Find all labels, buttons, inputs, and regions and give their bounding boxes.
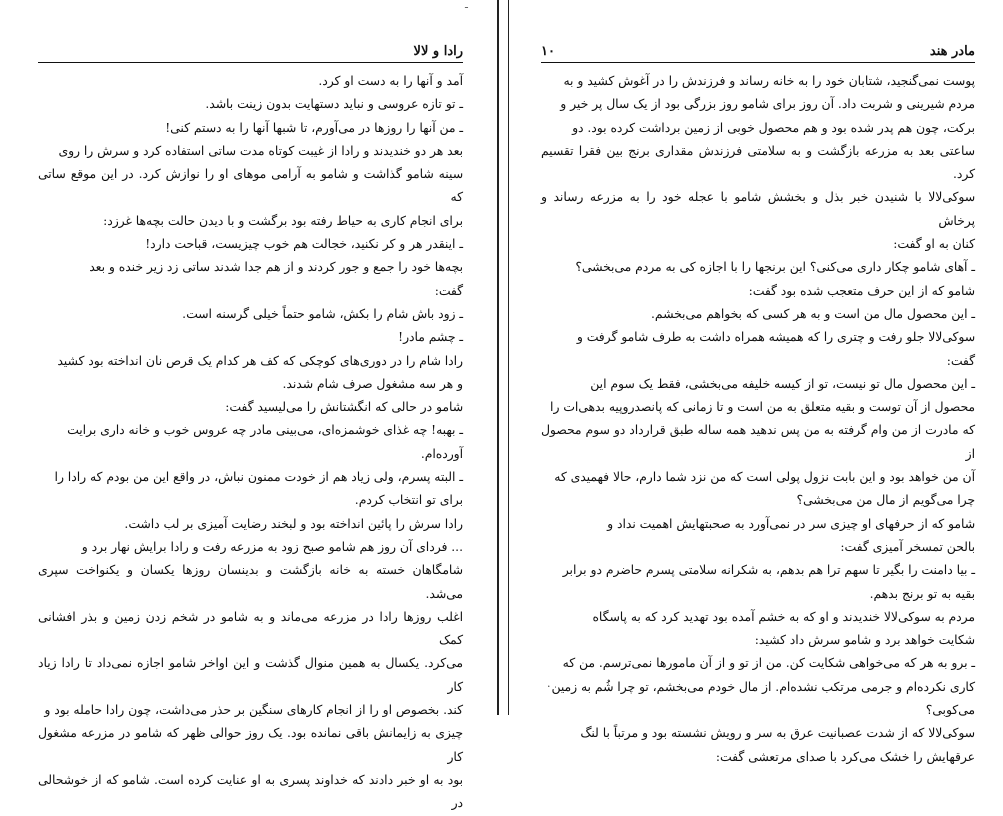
text-line: سوکی‌لالا با شنیدن خبر بذل و بخشش شامو با عجله خود را به مزرعه رساند و پرخاش (541, 190, 975, 228)
text-line: برکت، چون هم پدر شده بود و هم محصول خوبی از زمین برداشت کرده بود. دو (572, 120, 975, 135)
text-line: آن من خواهد بود و این بابت نزول پولی است که من نزد شما دارم، حالا فهمیدی که (554, 470, 975, 485)
text-line: بقیه به تو برنج بدهم. (869, 586, 975, 601)
text-line: می‌کوبی؟ (925, 703, 975, 718)
text-line: آمد و آنها را به دست او کرد. (318, 74, 463, 88)
text-line: مردم به سوکی‌لالا خندیدند و او که به خشم آمده بود تهدید کرد که به پاسگاه (592, 609, 975, 624)
right-page (509, 0, 1003, 764)
text-line: ـ البته پسرم، ولی زیاد هم از خودت ممنون نباش، در واقع این من بودم که رادا را (54, 470, 463, 485)
page-header (38, 42, 463, 63)
text-line: ساعتی بعد به مزرعه بازگشت و به سلامتی فرزندش مقداری برنج بین فقرا تقسیم کرد. (541, 143, 975, 182)
text-line: بچه‌ها خود را جمع و جور کردند و از هم جدا شدند ساتی زد زیر خنده و بعد (89, 260, 463, 275)
text-line: ... فردای آن روز هم شامو صبح زود به مزرعه رفت و رادا برایش نهار برد و (81, 539, 463, 554)
running-title: رادا و لالا (413, 44, 463, 59)
book-spine (497, 0, 509, 715)
text-line: شامگاهان خسته به خانه بازگشت و بدینسان روزها یکسان و یکنواخت سپری می‌شد. (38, 563, 463, 601)
page-number: ۱۰ (541, 44, 555, 59)
text-line: ـ من آنها را روزها در می‌آورم، تا شبها آنها را به دستم کنی! (165, 120, 463, 135)
text-line: ـ این محصول مال من است و به هر کسی که بخواهم می‌بخشم. (651, 306, 975, 321)
page-header (541, 42, 975, 63)
text-line: چرا می‌گویم از مال من می‌بخشی؟ (796, 493, 975, 508)
left-page (0, 0, 493, 811)
text-line: سینه شامو گذاشت و شامو به آرامی موهای او را نوازش کرد. در این موقع ساتی که (38, 167, 463, 205)
text-line: بالحن تمسخر آمیزی گفت: (840, 539, 975, 554)
bottom-mark: . (547, 677, 551, 690)
text-line: شامو در حالی که انگشتانش را می‌لیسید گفت: (225, 400, 463, 415)
text-line: ـ آهای شامو چکار داری می‌کنی؟ این برنجها را با اجازه کی به مردم می‌بخشی؟ (575, 260, 975, 275)
text-line: چیزی به زایمانش باقی نمانده بود. یک روز حوالی ظهر که شامو در مزرعه مشغول کار (38, 726, 463, 764)
text-line: گفت: (434, 283, 463, 298)
text-line: شکایت خواهد برد و شامو سرش داد کشید: (754, 633, 975, 648)
text-line: ـ اینقدر هر و کر نکنید، خجالت هم خوب چیزیست، قباحت دارد! (145, 237, 463, 252)
text-line: ـ بهبه! چه غذای خوشمزه‌ای، می‌بینی مادر چه عروس خوب و خانه داری برایت (67, 423, 463, 438)
text-line: سوکی‌لالا جلو رفت و چتری را که همیشه همراه داشت به طرف شامو گرفت و (576, 330, 975, 345)
text-line: ـ چشم مادر! (398, 330, 463, 345)
text-line: محصول از آن توست و بقیه متعلق به من است و تا زمانی که پانصدروپیه بدهی‌ات را (550, 400, 975, 415)
text-line: ـ تو تازه عروسی و نباید دستهایت بدون زینت باشد. (205, 97, 463, 112)
text-line: عرقهایش را خشک می‌کرد با صدای مرتعشی گفت: (715, 749, 975, 764)
text-line: رادا شام را در دوری‌های کوچکی که کف هر کدام یک قرص نان انداخته بود کشید (57, 353, 463, 368)
top-mark: ـ (465, 0, 468, 11)
text-line: برای انجام کاری به حیاط رفته بود برگشت و با دیدن حالت بچه‌ها غرزد: (103, 213, 463, 228)
text-line: می‌کرد. یکسال به همین منوال گذشت و این اواخر شامو اجازه نمی‌داد تا رادا زیاد کار (38, 656, 463, 694)
text-line: برای تو انتخاب کردم. (354, 493, 463, 508)
text-line: مردم شیرینی و شربت داد. آن روز برای شامو روز بزرگی بود از یک سال پر خیر و (560, 97, 975, 112)
text-line: آورده‌ام. (420, 446, 463, 461)
text-line: که مادرت از من وام گرفته به من پس ندهید همه ساله طبق قرارداد دو سوم محصول از (541, 423, 975, 461)
text-line: بود به او خبر دادند که خداوند پسری به او عنایت کرده است. شامو که از خوشحالی در (38, 772, 463, 811)
text-line: بعد هر دو خندیدند و رادا از غیبت کوتاه مدت ساتی استفاده کرد و سرش را روی (58, 143, 463, 158)
text-line: ـ بیا دامنت را بگیر تا سهم ترا هم بدهم، به شکرانه سلامتی پسرم حاضرم دو برابر (562, 563, 975, 578)
page-body (38, 70, 463, 816)
text-line: کنان به او گفت: (893, 237, 975, 252)
text-line: سوکی‌لالا که از شدت عصبانیت عرق به سر و رویش نشسته بود و مرتباً با لنگ (580, 726, 975, 741)
text-line: ـ برو به هر که می‌خواهی شکایت کن. من از تو و از آن مامورها نمی‌ترسم. من که (562, 656, 975, 671)
text-line: کاری نکرده‌ام و جرمی مرتکب نشده‌ام. از مال خودم می‌بخشم، تو چرا شُم به زمین (551, 679, 975, 694)
text-line: و هر سه مشغول صرف شام شدند. (282, 376, 463, 391)
text-line: شامو که از حرفهای او چیزی سر در نمی‌آورد به صحبتهایش اهمیت نداد و (607, 516, 975, 531)
text-line: گفت: (946, 353, 975, 368)
text-line: پوست نمی‌گنجید، شتابان خود را به خانه رساند و فرزندش را در آغوش کشید و به (563, 74, 975, 88)
text-line: ـ زود باش شام را بکش، شامو حتماً خیلی گرسنه است. (182, 306, 463, 321)
text-line: اغلب روزها رادا در مزرعه می‌ماند و به شامو در شخم زدن زمین و بذر افشانی کمک (38, 609, 463, 648)
text-line: شامو که از این حرف متعجب شده بود گفت: (748, 283, 975, 298)
page-body (541, 70, 975, 769)
running-title: مادر هند (929, 44, 975, 59)
text-line: ـ این محصول مال تو نیست، تو از کیسه خلیفه می‌بخشی، فقط یک سوم این (590, 376, 975, 391)
text-line: رادا سرش را پائین انداخته بود و لبخند رضایت آمیزی بر لب داشت. (124, 516, 463, 531)
text-line: کند. بخصوص او را از انجام کارهای سنگین بر حذر می‌داشت، چون رادا حامله بود و (44, 703, 463, 718)
